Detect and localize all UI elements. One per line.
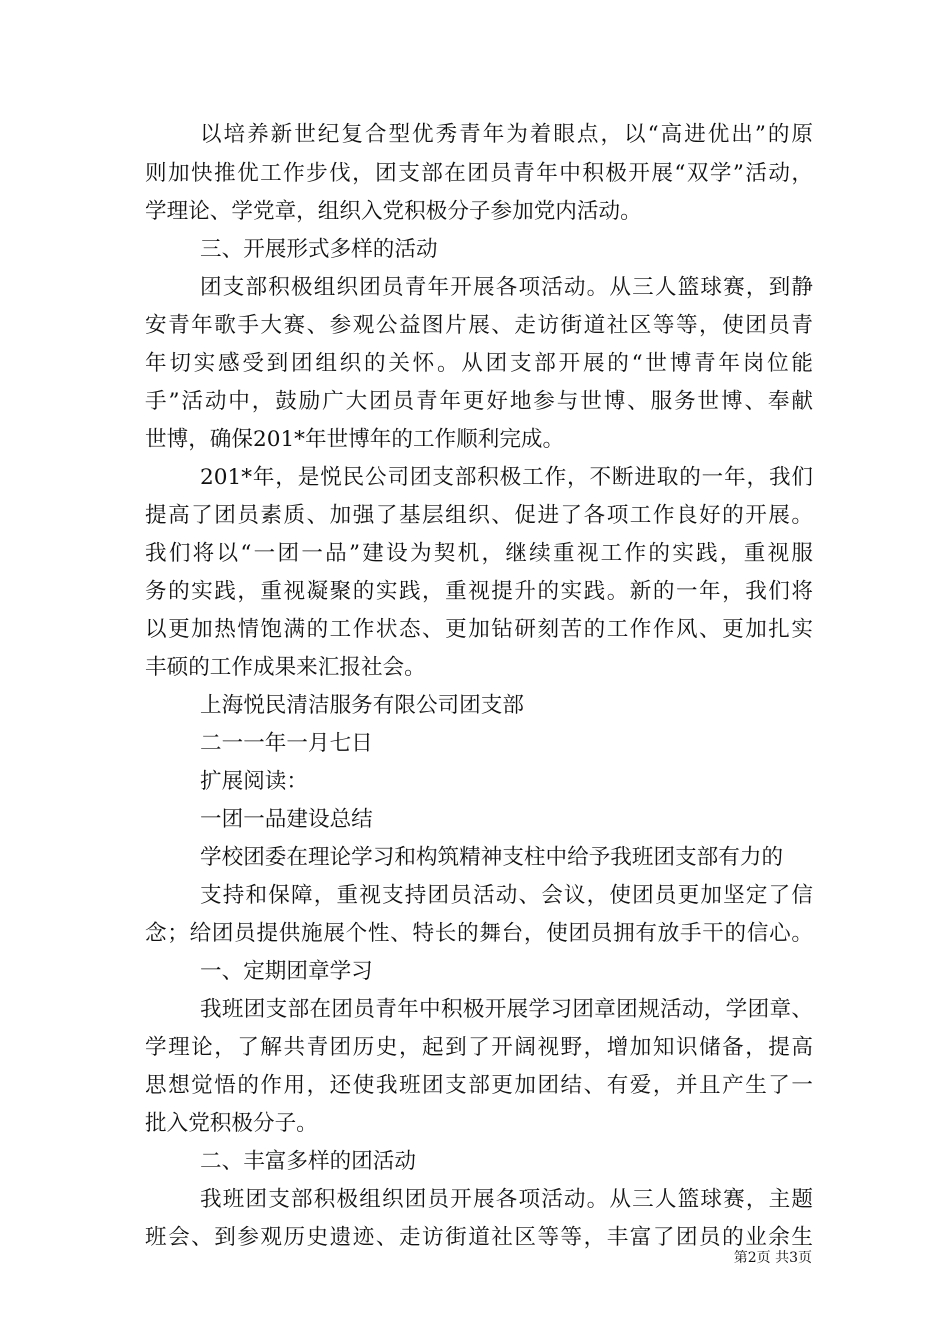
extended-reading-label: 扩展阅读： (200, 769, 308, 794)
paragraph-line: 我班团支部积极组织团员开展各项活动。从三人篮球赛，主题 (200, 1187, 813, 1212)
paragraph-line: 我们将以“一团一品”建设为契机，继续重视工作的实践，重视服 (145, 541, 813, 566)
page-number: 第2页 共3页 (733, 1250, 812, 1266)
paragraph-line: 安青年歌手大赛、参观公益图片展、走访街道社区等等，使团员青 (145, 313, 813, 338)
signature-organization: 上海悦民清洁服务有限公司团支部 (200, 693, 524, 718)
paragraph-line: 201*年，是悦民公司团支部积极工作，不断进取的一年，我们 (200, 465, 813, 490)
paragraph-line: 念；给团员提供施展个性、特长的舞台，使团员拥有放手干的信心。 (145, 921, 813, 946)
paragraph-line: 我班团支部在团员青年中积极开展学习团章团规活动，学团章、 (200, 997, 813, 1022)
paragraph-line: 以培养新世纪复合型优秀青年为着眼点，以“高进优出”的原 (200, 122, 813, 147)
section-heading: 三、开展形式多样的活动 (200, 237, 438, 262)
signature-date: 二一一年一月七日 (200, 731, 373, 756)
section-title: 一团一品建设总结 (200, 807, 373, 832)
paragraph-line: 年切实感受到团组织的关怀。从团支部开展的“世博青年岗位能 (145, 351, 813, 376)
paragraph-line: 以更加热情饱满的工作状态、更加钻研刻苦的工作作风、更加扎实 (145, 617, 813, 642)
section-heading: 一、定期团章学习 (200, 959, 373, 984)
paragraph-line: 世博，确保201*年世博年的工作顺利完成。 (145, 427, 565, 452)
section-heading: 二、丰富多样的团活动 (200, 1149, 416, 1174)
paragraph-line: 学理论，了解共青团历史，起到了开阔视野，增加知识储备，提高 (145, 1035, 813, 1060)
paragraph-line: 丰硕的工作成果来汇报社会。 (145, 655, 426, 680)
paragraph-line: 班会、到参观历史遗迹、走访街道社区等等，丰富了团员的业余生 (145, 1225, 813, 1250)
paragraph-line: 务的实践，重视凝聚的实践，重视提升的实践。新的一年，我们将 (145, 579, 813, 604)
paragraph-line: 则加快推优工作步伐，团支部在团员青年中积极开展“双学”活动， (145, 161, 813, 186)
paragraph-line: 手”活动中，鼓励广大团员青年更好地参与世博、服务世博、奉献 (145, 389, 813, 414)
paragraph-line: 学理论、学党章，组织入党积极分子参加党内活动。 (145, 199, 642, 224)
paragraph-line: 学校团委在理论学习和构筑精神支柱中给予我班团支部有力的 (200, 845, 784, 870)
paragraph-line: 支持和保障，重视支持团员活动、会议，使团员更加坚定了信 (200, 883, 813, 908)
paragraph-line: 思想觉悟的作用，还使我班团支部更加团结、有爱，并且产生了一 (145, 1073, 813, 1098)
paragraph-line: 团支部积极组织团员青年开展各项活动。从三人篮球赛，到静 (200, 275, 813, 300)
paragraph-line: 批入党积极分子。 (145, 1111, 318, 1136)
paragraph-line: 提高了团员素质、加强了基层组织、促进了各项工作良好的开展。 (145, 503, 813, 528)
